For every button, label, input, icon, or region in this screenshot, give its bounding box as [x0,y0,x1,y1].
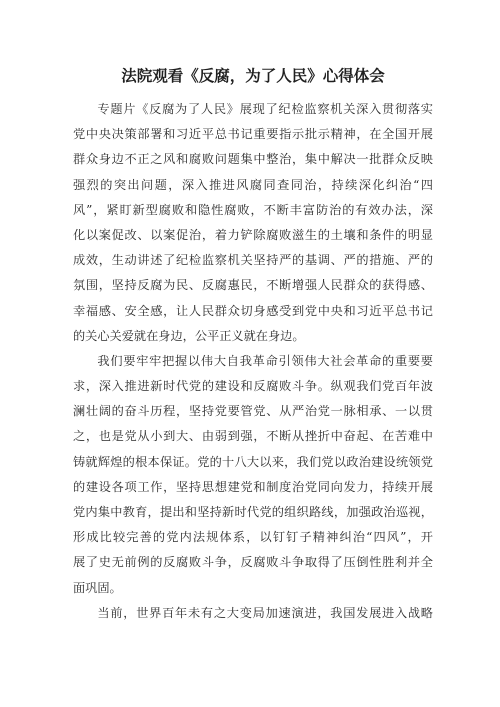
text-line: 化以案促改、以案促治，着力铲除腐败滋生的土壤和条件的明显 [73,227,433,242]
document-body [73,97,433,626]
text-line: 强烈的突出问题，深入推进风腐同查同治，持续深化纠治“四 [73,177,433,192]
text-line: 我们要牢牢把握以伟大自我革命引领伟大社会革命的重要要 [97,353,433,368]
document-title: 法院观看《反腐，为了人民》心得体会 [121,67,385,85]
document-page [73,0,433,707]
text-line: 面巩固。 [73,580,122,595]
text-line: 当前，世界百年未有之大变局加速演进，我国发展进入战略 [97,605,433,620]
text-line: 党中央决策部署和习近平总书记重要指示批示精神，在全国开展 [73,127,433,142]
text-line: 的建设各项工作，坚持思想建党和制度治党同向发力，持续开展 [73,479,433,494]
text-line: 求，深入推进新时代党的建设和反腐败斗争。纵观我们党百年波 [73,379,433,394]
text-line: 铸就辉煌的根本保证。党的十八大以来，我们党以政治建设统领党 [73,454,433,469]
text-line: 的关心关爱就在身边，公平正义就在身边。 [73,328,305,343]
text-line: 群众身边不正之风和腐败问题集中整治，集中解决一批群众反映 [73,152,433,167]
text-line: 专题片《反腐为了人民》展现了纪检监察机关深入贯彻落实 [97,102,433,116]
text-line: 幸福感、安全感，让人民群众切身感受到党中央和习近平总书记 [73,303,433,318]
paragraph-2 [73,349,433,601]
text-line: 澜壮阔的奋斗历程，坚持党要管党、从严治党一脉相承、一以贯 [73,404,433,419]
text-line: 之，也是党从小到大、由弱到强，不断从挫折中奋起、在苦难中 [73,429,433,444]
text-line: 风”，紧盯新型腐败和隐性腐败，不断丰富防治的有效办法，深 [73,202,433,217]
text-line: 展了史无前例的反腐败斗争，反腐败斗争取得了压倒性胜利并全 [73,555,433,570]
text-line: 形成比较完善的党内法规体系，以钉钉子精神纠治“四风”，开 [73,530,433,545]
text-line: 成效，生动讲述了纪检监察机关坚持严的基调、严的措施、严的 [73,253,433,268]
paragraph-1 [73,97,433,349]
text-line: 氛围，坚持反腐为民、反腐惠民，不断增强人民群众的获得感、 [73,278,433,293]
text-line: 党内集中教育，提出和坚持新时代党的组织路线，加强政治巡视， [73,505,433,519]
paragraph-3 [73,601,433,626]
